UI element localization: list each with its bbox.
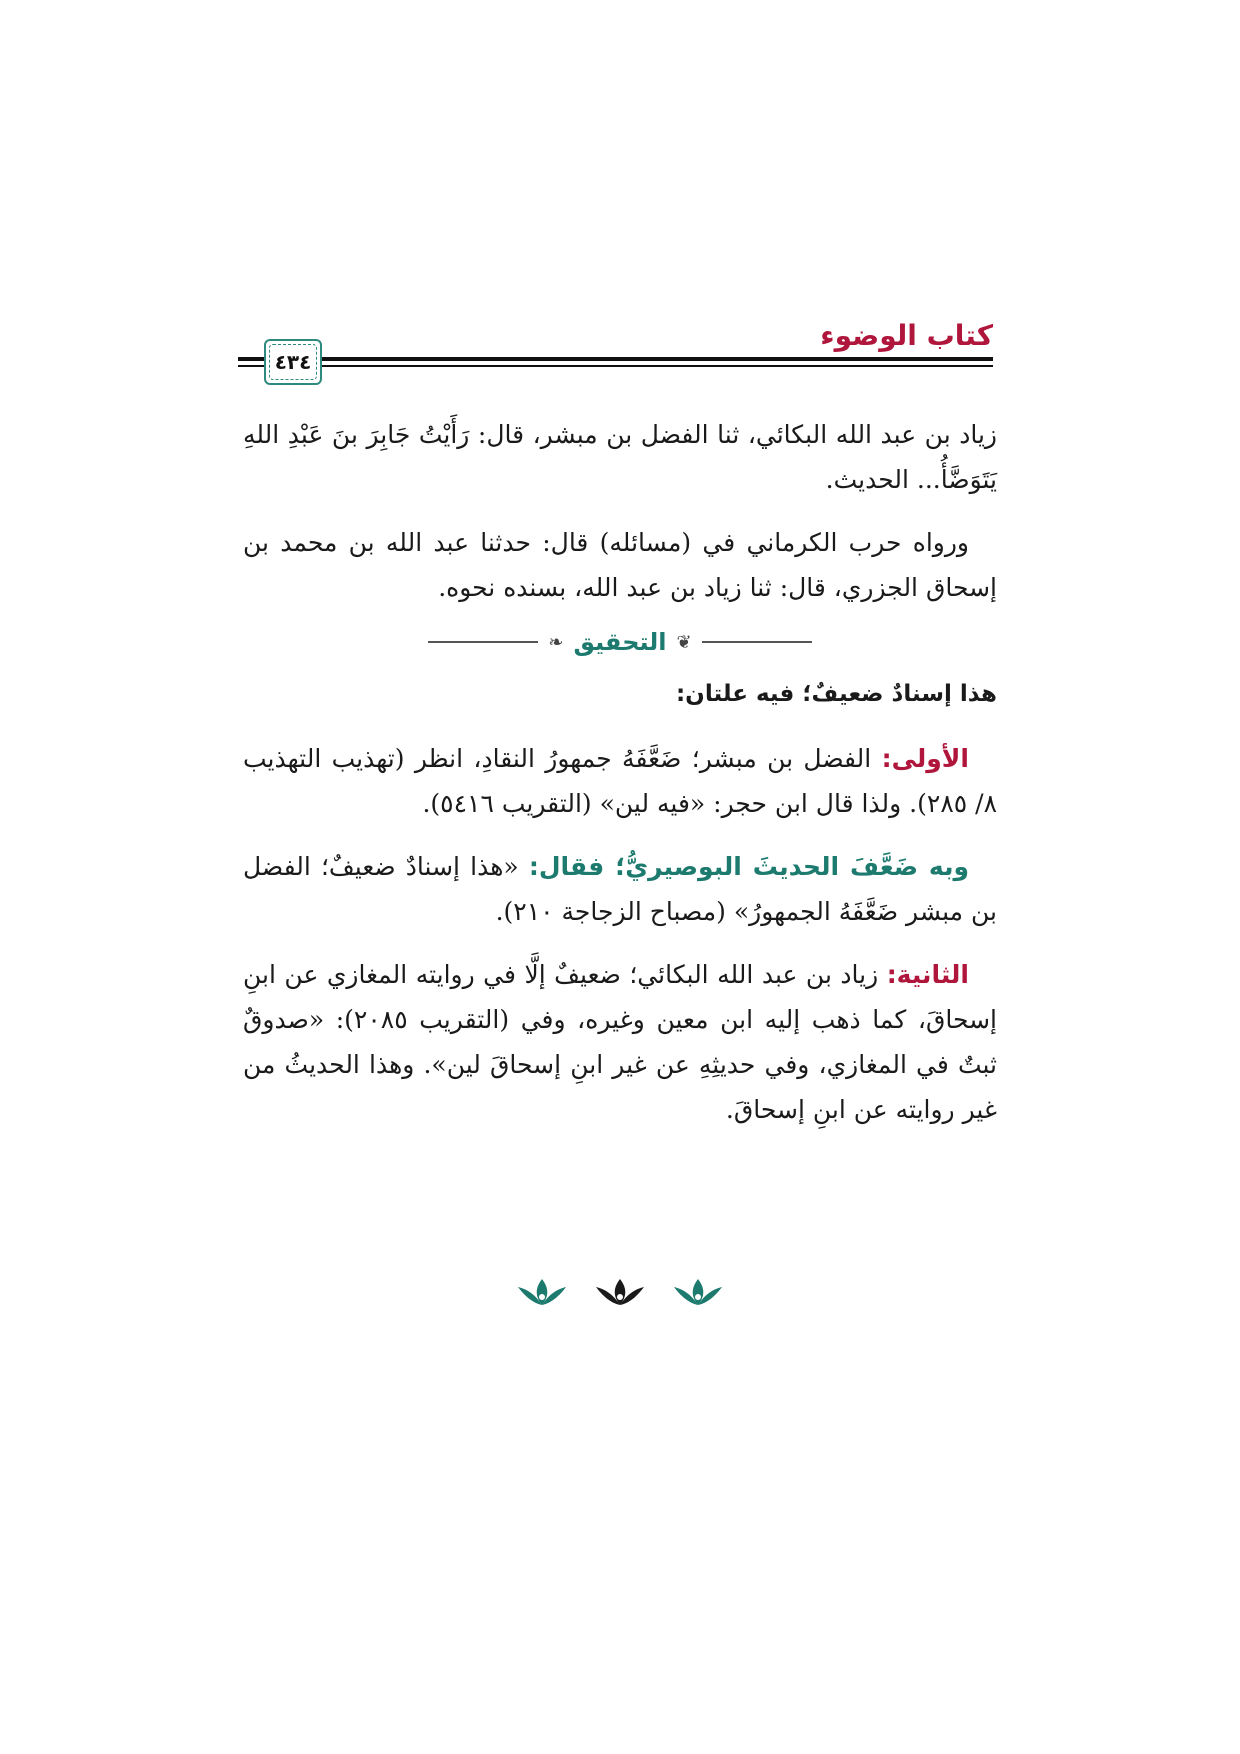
page-number: ٤٣٤ <box>274 350 312 374</box>
book-title: كتاب الوضوء <box>820 319 993 352</box>
first-defect-label: الأولى: <box>881 744 969 773</box>
paragraph-hadith-chain: زياد بن عبد الله البكائي، ثنا الفضل بن مبشر، قال: رَأَيْتُ جَابِرَ بنَ عَبْدِ اللهِ يَتَوَضَّأُ... الحديث. <box>243 420 997 494</box>
divider-line-left <box>428 641 538 643</box>
first-defect-text: الفضل بن مبشر؛ ضَعَّفَهُ جمهورُ النقادِ، انظر (تهذيب التهذيب ٨/ ٢٨٥). ولذا قال ابن حجر: «فيه لين» (التقريب ٥٤١٦). <box>243 744 997 818</box>
floral-divider-icon: ❦ <box>676 631 692 653</box>
paragraph-second-defect <box>243 952 997 1132</box>
lotus-ornament-icon <box>670 1275 726 1311</box>
end-ornaments <box>0 1275 1240 1311</box>
busiri-quote: «هذا إسنادٌ ضعيفٌ؛ الفضل بن مبشر ضَعَّفَهُ الجمهورُ» (مصباح الزجاجة ٢١٠). <box>243 852 997 926</box>
divider-line-right <box>702 641 812 643</box>
lotus-ornament-icon <box>514 1275 570 1311</box>
section-divider <box>243 628 997 656</box>
page-content <box>243 412 997 1150</box>
page-number-badge <box>264 339 322 385</box>
second-defect-text: زياد بن عبد الله البكائي؛ ضعيفٌ إلَّا في روايته المغازي عن ابنِ إسحاقَ، كما ذهب إليه ابن معين وغيره، وفي (التقريب ٢٠٨٥): «صدوقٌ ثبتٌ في المغازي، وفي حديثِهِ عن غير ابنِ إسحاقَ لين». وهذا الحديثُ من غير روايته عن ابنِ إسحاقَ. <box>243 960 997 1124</box>
header-rule-thick <box>238 357 993 361</box>
page-header <box>238 305 993 385</box>
header-rule-thin <box>238 365 993 367</box>
paragraph-busiri <box>243 844 997 934</box>
busiri-label: وبه ضَعَّفَ الحديثَ البوصيريُّ؛ فقال: <box>528 852 969 881</box>
lotus-ornament-icon <box>592 1275 648 1311</box>
second-defect-label: الثانية: <box>886 960 969 989</box>
section-title: التحقيق <box>573 628 667 656</box>
verdict-heading: هذا إسنادٌ ضعيفٌ؛ فيه علتان: <box>675 681 997 707</box>
floral-divider-icon: ❧ <box>548 631 564 653</box>
paragraph-first-defect <box>243 736 997 826</box>
paragraph-harb-narration: ورواه حرب الكرماني في (مسائله) قال: حدثنا عبد الله بن محمد بن إسحاق الجزري، قال: ثنا زياد بن عبد الله، بسنده نحوه. <box>243 528 997 602</box>
